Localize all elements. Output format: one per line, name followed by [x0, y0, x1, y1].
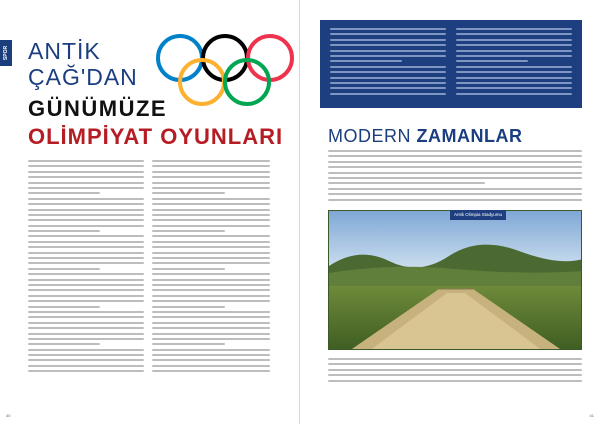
text-line	[28, 289, 144, 291]
text-line	[456, 77, 572, 79]
text-line	[28, 322, 144, 324]
text-line	[330, 93, 446, 95]
text-line	[152, 343, 225, 345]
text-line	[456, 60, 528, 62]
text-line	[28, 241, 144, 243]
text-line	[456, 82, 572, 84]
text-line	[328, 172, 582, 174]
text-line	[456, 71, 572, 73]
text-line	[456, 28, 572, 30]
text-line	[152, 349, 270, 351]
text-line	[28, 182, 144, 184]
text-line	[328, 358, 582, 360]
text-line	[152, 300, 270, 302]
text-line	[28, 273, 144, 275]
text-line	[152, 246, 270, 248]
text-line	[152, 192, 225, 194]
text-line	[328, 199, 582, 201]
text-line	[328, 150, 582, 152]
text-line	[28, 268, 100, 270]
text-line	[456, 93, 572, 95]
title-line-2: ÇAĞ'DAN	[28, 64, 138, 90]
text-line	[28, 235, 144, 237]
text-line	[328, 363, 582, 365]
olympic-rings-icon	[150, 30, 300, 112]
title-line-1: ANTİK	[28, 38, 101, 64]
text-line	[152, 198, 270, 200]
text-line	[456, 50, 572, 52]
text-line	[28, 300, 144, 302]
text-line	[28, 219, 144, 221]
text-line	[28, 349, 144, 351]
text-line	[28, 343, 100, 345]
text-line	[152, 273, 270, 275]
page-number-left: 40	[6, 413, 11, 418]
text-line	[456, 66, 572, 68]
text-line	[28, 327, 144, 329]
text-line	[152, 354, 270, 356]
text-line	[28, 354, 144, 356]
text-line	[152, 203, 270, 205]
text-line	[152, 171, 270, 173]
text-line	[330, 71, 446, 73]
text-line	[28, 165, 144, 167]
text-line	[456, 44, 572, 46]
paragraph-placeholder	[328, 358, 582, 382]
text-line	[152, 284, 270, 286]
text-line	[152, 219, 270, 221]
text-line	[152, 241, 270, 243]
text-line	[28, 252, 144, 254]
text-line	[28, 365, 144, 367]
text-line	[152, 176, 270, 178]
title-line-4: OLİMPİYAT OYUNLARI	[28, 124, 284, 149]
text-line	[328, 374, 582, 376]
text-line	[330, 39, 446, 41]
text-line	[28, 160, 144, 162]
text-line	[28, 311, 144, 313]
ring-red	[248, 36, 292, 80]
text-line	[28, 192, 100, 194]
text-line	[328, 182, 485, 184]
text-line	[330, 60, 402, 62]
text-line	[152, 333, 270, 335]
text-line	[28, 257, 144, 259]
text-line	[456, 87, 572, 89]
paragraph-placeholder	[330, 28, 446, 95]
text-line	[152, 311, 270, 313]
text-line	[28, 338, 144, 340]
stadium-landscape-image	[329, 211, 582, 350]
text-line	[330, 77, 446, 79]
text-line	[28, 333, 144, 335]
paragraph-placeholder	[456, 28, 572, 95]
text-line	[328, 369, 582, 371]
article-column-2	[152, 160, 270, 400]
text-line	[28, 306, 100, 308]
text-line	[28, 279, 144, 281]
text-line	[456, 55, 572, 57]
text-line	[328, 177, 582, 179]
page-number-right: 41	[589, 413, 594, 418]
text-line	[152, 209, 270, 211]
text-line	[28, 209, 144, 211]
text-line	[28, 203, 144, 205]
section-side-label	[0, 40, 12, 66]
section-footer	[328, 358, 582, 385]
text-line	[152, 359, 270, 361]
text-line	[328, 155, 582, 157]
text-line	[28, 198, 144, 200]
text-line	[152, 230, 225, 232]
text-line	[28, 225, 144, 227]
text-line	[330, 55, 446, 57]
text-line	[330, 50, 446, 52]
title-line-3: GÜNÜMÜZE	[28, 96, 168, 121]
text-line	[28, 214, 144, 216]
text-line	[152, 365, 270, 367]
text-line	[28, 246, 144, 248]
text-line	[330, 33, 446, 35]
section-title-bold: ZAMANLAR	[416, 126, 523, 146]
text-line	[28, 176, 144, 178]
text-line	[152, 257, 270, 259]
text-line	[330, 66, 446, 68]
intro-column-1	[330, 28, 446, 98]
text-line	[152, 160, 270, 162]
text-line	[152, 327, 270, 329]
text-line	[328, 161, 582, 163]
text-line	[28, 370, 144, 372]
intro-column-2	[456, 28, 572, 98]
text-line	[456, 33, 572, 35]
text-line	[152, 252, 270, 254]
text-line	[152, 182, 270, 184]
text-line	[28, 230, 100, 232]
paragraph-placeholder	[328, 150, 582, 201]
text-line	[152, 370, 270, 372]
text-line	[330, 82, 446, 84]
section-title	[328, 126, 523, 147]
text-line	[152, 165, 270, 167]
paragraph-placeholder	[28, 160, 144, 372]
side-label-text: SPOR	[3, 45, 10, 61]
text-line	[328, 188, 582, 190]
text-line	[328, 166, 582, 168]
text-line	[152, 289, 270, 291]
text-line	[28, 316, 144, 318]
text-line	[152, 279, 270, 281]
paragraph-placeholder	[152, 160, 270, 372]
right-page	[300, 0, 600, 424]
article-column-1	[28, 160, 144, 400]
text-line	[152, 268, 225, 270]
text-line	[152, 214, 270, 216]
text-line	[456, 39, 572, 41]
text-line	[28, 284, 144, 286]
photo-caption: Antik Olimpia Stadyumu	[450, 210, 506, 220]
text-line	[28, 359, 144, 361]
text-line	[330, 87, 446, 89]
text-line	[330, 28, 446, 30]
text-line	[328, 193, 582, 195]
text-line	[152, 306, 225, 308]
section-title-light: MODERN	[328, 126, 411, 146]
text-line	[28, 187, 144, 189]
text-line	[28, 171, 144, 173]
stadium-photo	[328, 210, 582, 350]
text-line	[330, 44, 446, 46]
text-line	[28, 295, 144, 297]
intro-box	[320, 20, 582, 108]
text-line	[328, 380, 582, 382]
text-line	[152, 338, 270, 340]
text-line	[152, 322, 270, 324]
text-line	[152, 187, 270, 189]
text-line	[152, 235, 270, 237]
text-line	[152, 316, 270, 318]
text-line	[28, 262, 144, 264]
text-line	[152, 262, 270, 264]
section-body	[328, 150, 582, 204]
text-line	[152, 225, 270, 227]
text-line	[152, 295, 270, 297]
